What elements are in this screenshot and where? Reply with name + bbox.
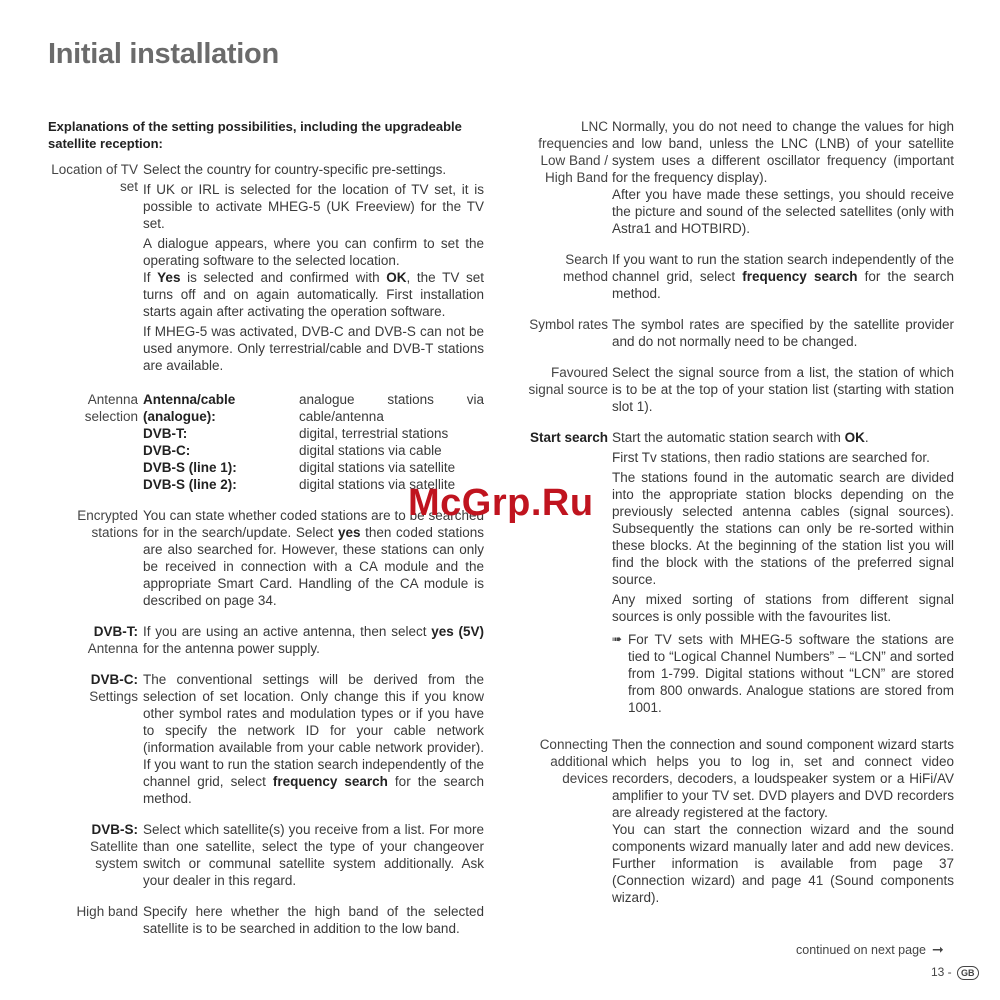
antenna-table [143,391,484,493]
entry-label: Antenna selection [84,392,138,424]
label-bold: DVB-T: [93,624,138,639]
note [612,631,954,716]
text-run: Start the automatic station search with [612,430,845,445]
paragraph: A dialogue appears, where you can confirm to set the operating software to the selected location. [143,236,484,268]
entry-connecting-devices [520,736,954,906]
entry-label: Encrypted stations [77,508,138,540]
paragraph: The stations found in the automatic search are divided into the appropriate station blocks depending on the previously selected antenna cables (signal sources). Subsequently the stations can only be re-sorted within these blocks. At the beginning of the station list you will find the block with the stations of the preferred signal source. [612,470,954,587]
paragraph: First Tv stations, then radio stations are searched for. [612,450,930,465]
text-run: If you want to run the station search independently of the channel grid, select [612,252,954,284]
text-run: then coded stations are also searched for. However, these stations can only be received in connection with a CA module and the appropriate Smart Card. Handling of the CA module is described on page 34. [143,525,484,608]
keyword-yes: yes [338,525,361,540]
entry-dvbs [48,821,484,889]
paragraph: Then the connection and sound component wizard starts which helps you to log in, set and connect video recorders, decoders, a loudspeaker system or a HiFi/AV amplifier to your TV set. DVD players and DVD recorders are already registered at the factory. [612,737,954,820]
paragraph: You can start the connection wizard and the sound components wizard manually later and add new devices. Further information is available from page 37 (Connection wizard) and page 41 (Sound components wizard). [612,822,954,905]
entry-label: Start search [529,430,608,445]
entry-label [48,623,143,657]
paragraph [612,429,954,446]
text-run: The conventional settings will be derived from the selection of set location. Only change this if you know other symbol rates and modulation types or if you have to specify the network ID for your cable network (information available from your cable network provider). If you want to run the station search independently of the channel grid, select [143,672,484,789]
label-bold: DVB-C: [90,672,138,687]
page-title: Initial installation [48,38,279,70]
entry-label: Symbol rates [529,317,608,332]
entry-dvbt [48,623,484,657]
table-value: digital, terrestrial stations [299,426,449,441]
keyword-yes: Yes [157,270,181,285]
entry-search-method [520,251,954,302]
watermark: McGrp.Ru [408,482,594,524]
language-badge: GB [957,966,979,980]
text-run: for the antenna power supply. [143,641,320,656]
label-text: Satellite system [89,839,138,871]
entry-text: Select which satellite(s) you receive from a list. For more than one satellite, select the type of your changeover switch or communal satellite system additionally. Ask your dealer in this regard. [143,822,484,888]
entry-favoured-source [520,364,954,415]
keyword-frequency-search: frequency search [742,269,858,284]
paragraph [143,269,484,320]
entry-label: Location of TV set [51,162,138,194]
paragraph: Select the country for country-specific pre-settings. [143,162,447,177]
entry-label [48,821,143,889]
entry-label: Connecting additional devices [539,737,608,786]
entry-high-band [48,903,484,937]
paragraph: If MHEG-5 was activated, DVB-C and DVB-S can not be used anymore. Only terrestrial/cable and DVB-T stations are available. [143,324,484,373]
text-run: for the search method. [612,269,954,301]
label-text: Antenna [87,641,138,656]
note-text: For TV sets with MHEG-5 software the stations are tied to “Logical Channel Numbers” – “LCN” and sorted from 1-799. Digital stations without “LCN” are stored from 800 onwards. Analogue stations are stored from 1001. [628,632,954,715]
continued-note [796,941,944,958]
table-row [143,425,484,442]
entry-start-search [520,429,954,716]
page-number [931,965,979,980]
table-key: DVB-T: [143,426,188,441]
entry-location [48,161,484,377]
table-value: analogue stations via cable/antenna [299,392,484,424]
table-key: Antenna/cable (analogue): [143,392,236,424]
entry-text [612,736,954,906]
keyword-ok: OK [844,430,865,445]
table-value: digital stations via satellite [299,460,456,475]
entry-text [143,623,484,657]
table-key: DVB-S (line 1): [143,460,237,475]
text-run: If you are using an active antenna, then select [143,624,432,639]
entry-label: LNC frequencies Low Band / High Band [538,119,608,185]
entry-dvbc [48,671,484,807]
keyword-yes-5v: yes (5V) [431,624,485,639]
entry-text [612,251,954,302]
entry-text [612,118,954,237]
keyword-ok: OK [386,270,407,285]
table-value: digital stations via satellite [299,477,456,492]
table-value: digital stations via cable [299,443,442,458]
paragraph: Normally, you do not need to change the values for high and low band, unless the LNC (LNB) of your satellite system uses a different oscillator frequency (important for the frequency display). [612,119,954,185]
text-run: If [143,270,158,285]
continued-text: continued on next page [796,943,926,957]
entry-antenna [48,391,484,493]
paragraph: If UK or IRL is selected for the location of TV set, it is possible to activate MHEG-5 (UK Freeview) for the TV set. [143,182,484,231]
table-row [143,442,484,459]
text-run: is selected and confirmed with [180,270,387,285]
table-row [143,391,484,425]
keyword-frequency-search: frequency search [272,774,388,789]
table-key: DVB-S (line 2): [143,477,237,492]
table-key: DVB-C: [143,443,191,458]
entry-text [143,391,484,493]
right-arrow-icon: ➞ [931,941,944,957]
entry-text: The symbol rates are specified by the satellite provider and do not normally need to be changed. [612,317,954,349]
entry-text: Select the signal source from a list, the station of which is to be at the top of your station list (starting with station slot 1). [612,365,954,414]
entry-text [143,671,484,807]
left-column [48,118,484,951]
arrow-icon: ➠ [612,632,623,646]
paragraph: Any mixed sorting of stations from different signal sources is only possible with the favourites list. [612,592,954,624]
entry-label: High band [76,904,138,919]
entry-label: Favoured signal source [528,365,608,397]
text-run: for the search method. [143,774,484,806]
entry-symbol-rates [520,316,954,350]
entry-lnc [520,118,954,237]
label-bold: DVB-S: [91,822,138,837]
text-run: , the TV set turns off and on again automatically. First installation starts again after activating the operation software. [143,270,484,319]
label-text: Settings [89,689,138,704]
page-number-text: 13 - [931,965,952,979]
text-run: You can state whether coded stations are to be searched for in the search/update. Select [143,508,484,540]
table-row [143,459,484,476]
entry-label: Search method [562,252,608,284]
entry-text [612,429,954,716]
entry-label [48,671,143,807]
paragraph: After you have made these settings, you should receive the picture and sound of the selected satellites (only with Astra1 and HOTBIRD). [612,187,954,236]
section-heading: Explanations of the setting possibilities, including the upgradeable satellite reception: [48,119,462,151]
text-run: . [864,430,869,445]
entry-text: Specify here whether the high band of the selected satellite is to be searched in addition to the low band. [143,904,484,936]
entry-text [143,161,484,377]
